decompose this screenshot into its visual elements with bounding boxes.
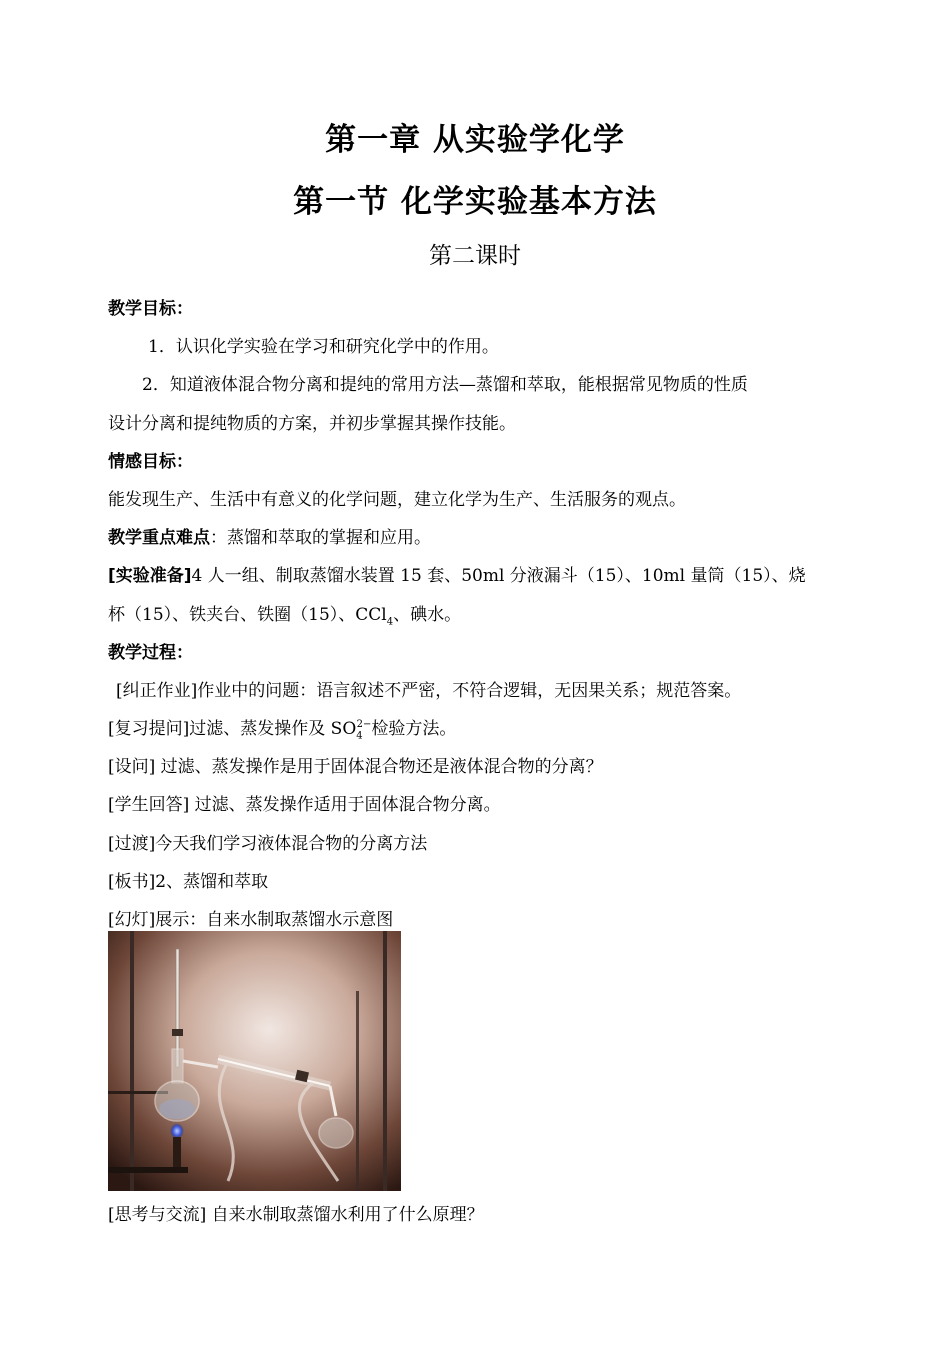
prep-text-line-2-end: 、碘水。: [393, 604, 462, 625]
chapter-title: 第一章 从实验学化学: [325, 122, 625, 158]
student-answer: [学生回答] 过滤、蒸发操作适用于固体混合物分离。: [108, 795, 501, 816]
objective-2-line-1: 2．知道液体混合物分离和提纯的常用方法—蒸馏和萃取，能根据常见物质的性质: [142, 375, 748, 396]
distillation-illustration: [108, 931, 401, 1191]
think-and-discuss: [思考与交流] 自来水制取蒸馏水利用了什么原理？: [108, 1205, 484, 1225]
objective-1: 1．认识化学实验在学习和研究化学中的作用。: [148, 337, 499, 358]
review-question: [108, 710, 848, 748]
key-points-paragraph: [108, 519, 848, 557]
objective-2-line-2: 设计分离和提纯物质的方案，并初步掌握其操作技能。: [108, 413, 516, 434]
review-text: [复习提问]过滤、蒸发操作及 SO: [108, 719, 357, 740]
key-points-text: ：蒸馏和萃取的掌握和应用。: [210, 528, 431, 549]
prep-paragraph-line-2: [108, 596, 848, 634]
prep-paragraph-line-1: [108, 557, 848, 595]
so4-subscript: 4: [356, 730, 363, 742]
blackboard: [板书]2、蒸馏和萃取: [108, 871, 269, 892]
prep-text-line-1: 4 人一组、制取蒸馏水装置 15 套、50ml 分液漏斗（15）、10ml 量筒（15）、烧: [191, 566, 806, 587]
distillation-apparatus-image: [108, 931, 401, 1191]
ccl4-subscript: 4: [386, 615, 394, 627]
prep-label: [实验准备]: [108, 566, 192, 587]
emotion-heading: 情感目标：: [108, 451, 193, 472]
objectives-heading: 教学目标：: [108, 299, 193, 319]
emotion-text: 能发现生产、生活中有意义的化学问题，建立化学为生产、生活服务的观点。: [108, 489, 686, 510]
slide-caption: [幻灯]展示：自来水制取蒸馏水示意图: [108, 910, 394, 930]
prep-text-line-2: 杯（15）、铁夹台、铁圈（15）、CCl: [108, 604, 387, 625]
teacher-question: [设问] 过滤、蒸发操作是用于固体混合物还是液体混合物的分离？: [108, 757, 603, 778]
transition: [过渡]今天我们学习液体混合物的分离方法: [108, 833, 428, 854]
so4-superscript: 2−: [356, 719, 372, 731]
process-heading: 教学过程：: [108, 642, 193, 663]
correct-homework: [纠正作业]作业中的问题：语言叙述不严密，不符合逻辑，无因果关系；规范答案。: [116, 680, 742, 701]
document-body: [108, 290, 848, 939]
lesson-title: 第二课时: [429, 243, 521, 269]
section-title: 第一节 化学实验基本方法: [293, 184, 657, 220]
key-points-label: 教学重点难点: [108, 528, 210, 549]
review-text-end: 检验方法。: [371, 719, 457, 740]
